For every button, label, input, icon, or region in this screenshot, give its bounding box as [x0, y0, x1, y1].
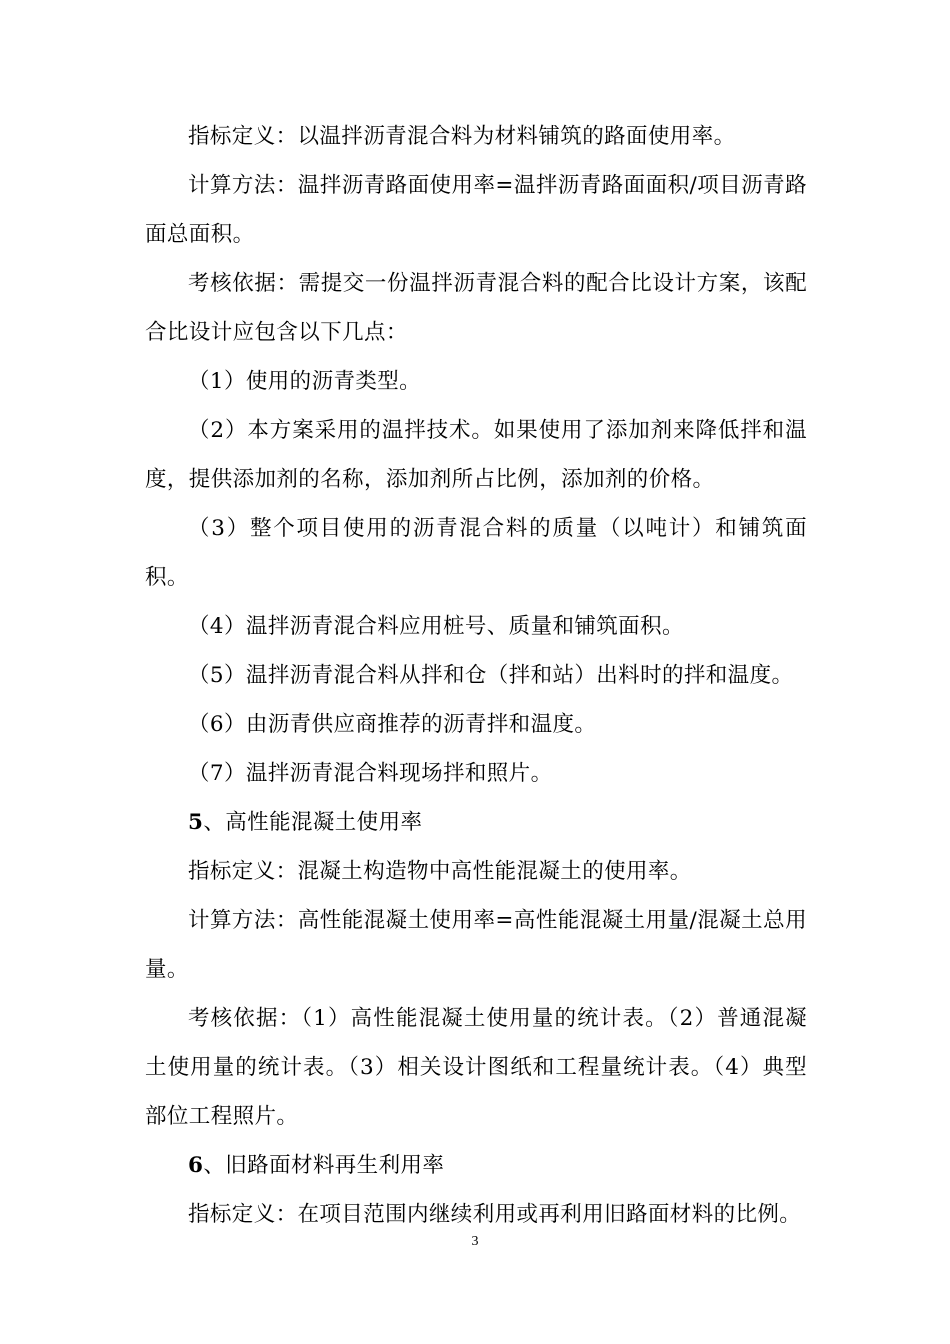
list-item-4: （4）温拌沥青混合料应用桩号、质量和铺筑面积。 — [188, 614, 684, 639]
list-item-1: （1）使用的沥青类型。 — [188, 369, 422, 394]
section-5-heading — [145, 798, 807, 847]
section-5-number: 5 — [188, 810, 204, 835]
list-item-2: （2）本方案采用的温拌技术。如果使用了添加剂来降低拌和温度，提供添加剂的名称，添加剂所占比例，添加剂的价格。 — [145, 418, 807, 492]
section-5-assessment-basis: 考核依据：（1）高性能混凝土使用量的统计表。（2）普通混凝土使用量的统计表。（3）相关设计图纸和工程量统计表。（4）典型部位工程照片。 — [145, 1006, 807, 1129]
page-number: 3 — [471, 1234, 479, 1249]
section-6-title: 、旧路面材料再生利用率 — [203, 1153, 445, 1178]
section-5-title: 、高性能混凝土使用率 — [203, 810, 423, 835]
paragraph-calculation: 计算方法：温拌沥青路面使用率=温拌沥青路面面积/项目沥青路面总面积。 — [145, 173, 807, 247]
section-6-definition: 指标定义：在项目范围内继续利用或再利用旧路面材料的比例。 — [188, 1202, 802, 1227]
document-body — [145, 112, 807, 1239]
section-6-number: 6 — [188, 1153, 204, 1178]
list-item-5: （5）温拌沥青混合料从拌和仓（拌和站）出料时的拌和温度。 — [188, 663, 794, 688]
section-5-calculation: 计算方法：高性能混凝土使用率=高性能混凝土用量/混凝土总用量。 — [145, 908, 807, 982]
paragraph-assessment-basis: 考核依据：需提交一份温拌沥青混合料的配合比设计方案，该配合比设计应包含以下几点： — [145, 271, 807, 345]
paragraph-definition: 指标定义：以温拌沥青混合料为材料铺筑的路面使用率。 — [188, 124, 736, 149]
list-item-7: （7）温拌沥青混合料现场拌和照片。 — [188, 761, 553, 786]
section-6-heading — [145, 1141, 807, 1190]
section-5-definition: 指标定义：混凝土构造物中高性能混凝土的使用率。 — [188, 859, 692, 884]
list-item-3: （3）整个项目使用的沥青混合料的质量（以吨计）和铺筑面积。 — [145, 516, 807, 590]
list-item-6: （6）由沥青供应商推荐的沥青拌和温度。 — [188, 712, 597, 737]
